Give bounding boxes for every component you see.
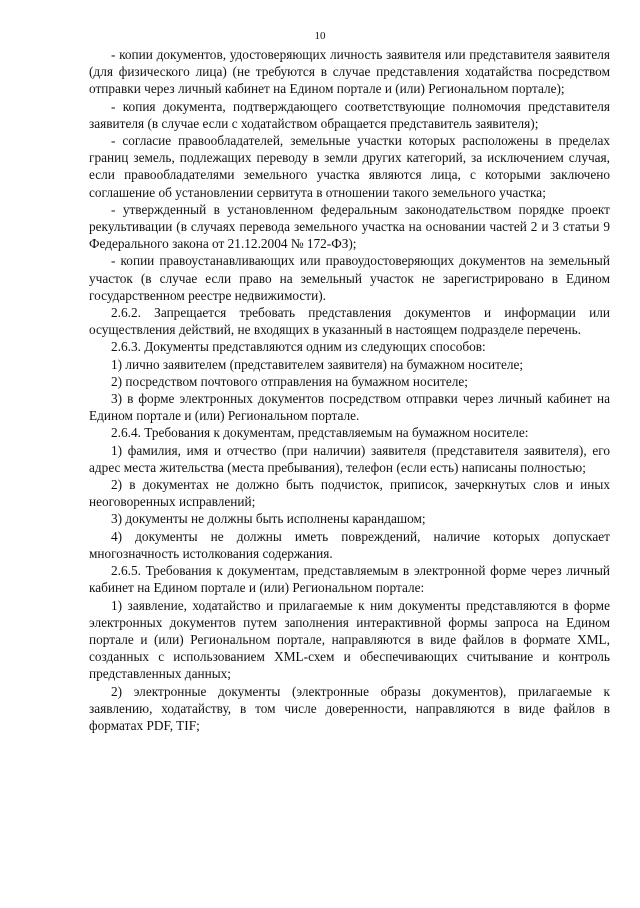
paragraph: - утвержденный в установленном федеральным законодательством порядке проект рекультивации (в случаях перевода земельного участка на основании частей 2 и 3 статьи 9 Федерального закона от 21.12.2004 № 172-ФЗ); [89,201,610,252]
paragraph: 1) лично заявителем (представителем заявителя) на бумажном носителе; [111,356,524,372]
page-number: 10 [314,30,326,42]
paragraph: 2.6.5. Требования к документам, представляемым в электронной форме через личный кабинет на Едином портале и (или) Региональном портале: [89,563,610,596]
paragraph: 2.6.4. Требования к документам, представляемым на бумажном носителе: [111,425,529,441]
paragraph: 1) фамилия, имя и отчество (при наличии) заявителя (представителя заявителя), его адрес места жительства (места пребывания), телефон (если есть) написаны полностью; [89,442,610,475]
paragraph: - копии правоустанавливающих или правоудостоверяющих документов на земельный участок (в случае если право на земельный участок не зарегистрировано в Едином государственном реестре недвижимости). [89,253,610,303]
paragraph: - копии документов, удостоверяющих личность заявителя или представителя заявителя (для физического лица) (не требуются в случае представления ходатайства посредством отправки через личный кабинет на Едином портале и (или) Региональном портале); [89,47,610,97]
paragraph: 4) документы не должны иметь повреждений, наличие которых допускает многозначность истолкования содержания. [89,528,610,561]
paragraph: 3) документы не должны быть исполнены карандашом; [111,511,426,527]
paragraph: 2) в документах не должно быть подчисток, приписок, зачеркнутых слов и иных неоговоренных исправлений; [89,477,610,510]
paragraph: 2) электронные документы (электронные образы документов), прилагаемые к заявлению, ходатайству, в том числе доверенности, направляются в виде файлов в форматах PDF, TIF; [89,683,610,733]
paragraph: 2.6.3. Документы представляются одним из следующих способов: [111,339,486,355]
paragraph: - копия документа, подтверждающего соответствующие полномочия представителя заявителя (в случае если с ходатайством обращается представитель заявителя); [89,98,610,131]
paragraph: - согласие правообладателей, земельные участки которых расположены в пределах границ земель, подлежащих переводу в земли других категорий, за исключением случая, если правообладателями земельного участка являются лица, с которыми заключено соглашение об установлении сервитута в отношении такого земельного участка; [89,133,610,200]
paragraph: 3) в форме электронных документов посредством отправки через личный кабинет на Едином портале и (или) Региональном портале. [89,391,610,424]
paragraph: 1) заявление, ходатайство и прилагаемые к ним документы представляются в форме электронных документов путем заполнения интерактивной формы запроса на Едином портале и (или) Региональном портале, направляются в виде файлов в формате XML, созданных с использованием XML-схем и обеспечивающих считывание и контроль представленных данных; [89,597,610,682]
document-body [89,46,610,734]
paragraph: 2) посредством почтового отправления на бумажном носителе; [111,373,468,389]
paragraph: 2.6.2. Запрещается требовать представления документов и информации или осуществления действий, не входящих в указанный в настоящем подразделе перечень. [89,305,610,338]
